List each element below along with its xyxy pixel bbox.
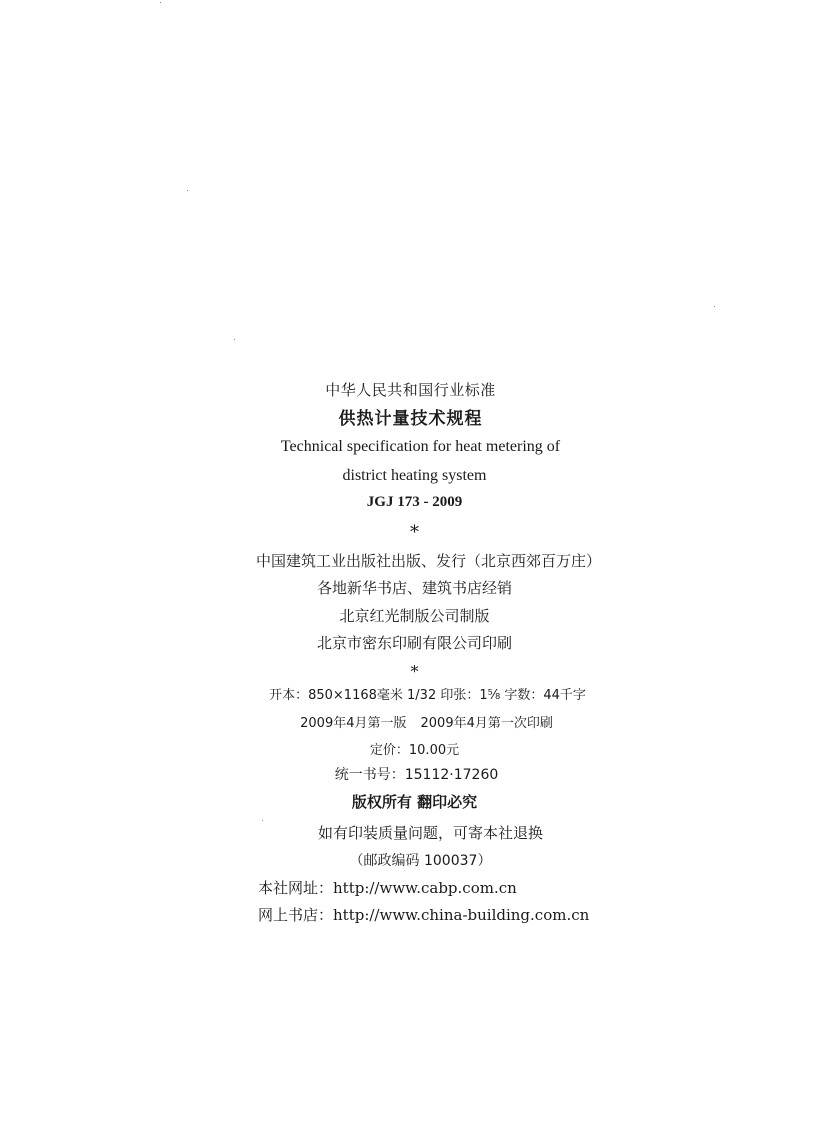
- scan-speck: [262, 820, 263, 821]
- scan-speck: [234, 339, 235, 340]
- publisher-website: 本社网址：http://www.cabp.com.cn: [258, 879, 517, 897]
- price: 定价：10.00元: [369, 743, 460, 758]
- publisher-line: 中国建筑工业出版社出版、发行（北京西郊百万庄）: [255, 552, 601, 570]
- title-chinese: 供热计量技术规程: [338, 409, 483, 429]
- plate-maker-line: 北京红光制版公司制版: [339, 607, 490, 625]
- distributor-line: 各地新华书店、建筑书店经销: [316, 579, 512, 597]
- quality-notice: 如有印装质量问题，可寄本社退换: [317, 824, 543, 842]
- book-number: 统一书号：15112·17260: [334, 767, 499, 783]
- scan-speck: [714, 306, 715, 307]
- postcode: （邮政编码 100037）: [349, 853, 492, 869]
- printer-line: 北京市密东印刷有限公司印刷: [316, 634, 512, 652]
- separator-asterisk: *: [410, 662, 419, 681]
- title-english-line2: district heating system: [342, 467, 487, 484]
- title-english-line1: Technical specification for heat metering of: [280, 438, 561, 455]
- rights-notice: 版权所有 翻印必究: [351, 793, 478, 811]
- standard-label: 中华人民共和国行业标准: [325, 381, 496, 399]
- online-bookstore: 网上书店：http://www.china-building.com.cn: [258, 906, 590, 924]
- scan-speck: [187, 190, 188, 191]
- scan-speck: [160, 2, 161, 3]
- edition-print: 2009年4月第一次印刷: [420, 716, 553, 731]
- standard-code: JGJ 173 - 2009: [366, 494, 463, 510]
- edition-info: [16, 717, 821, 730]
- separator-asterisk: *: [410, 522, 419, 543]
- format-info: 开本：850×1168毫米 1/32 印张：1⅝ 字数：44千字: [269, 688, 586, 703]
- edition-first: 2009年4月第一版: [300, 716, 407, 731]
